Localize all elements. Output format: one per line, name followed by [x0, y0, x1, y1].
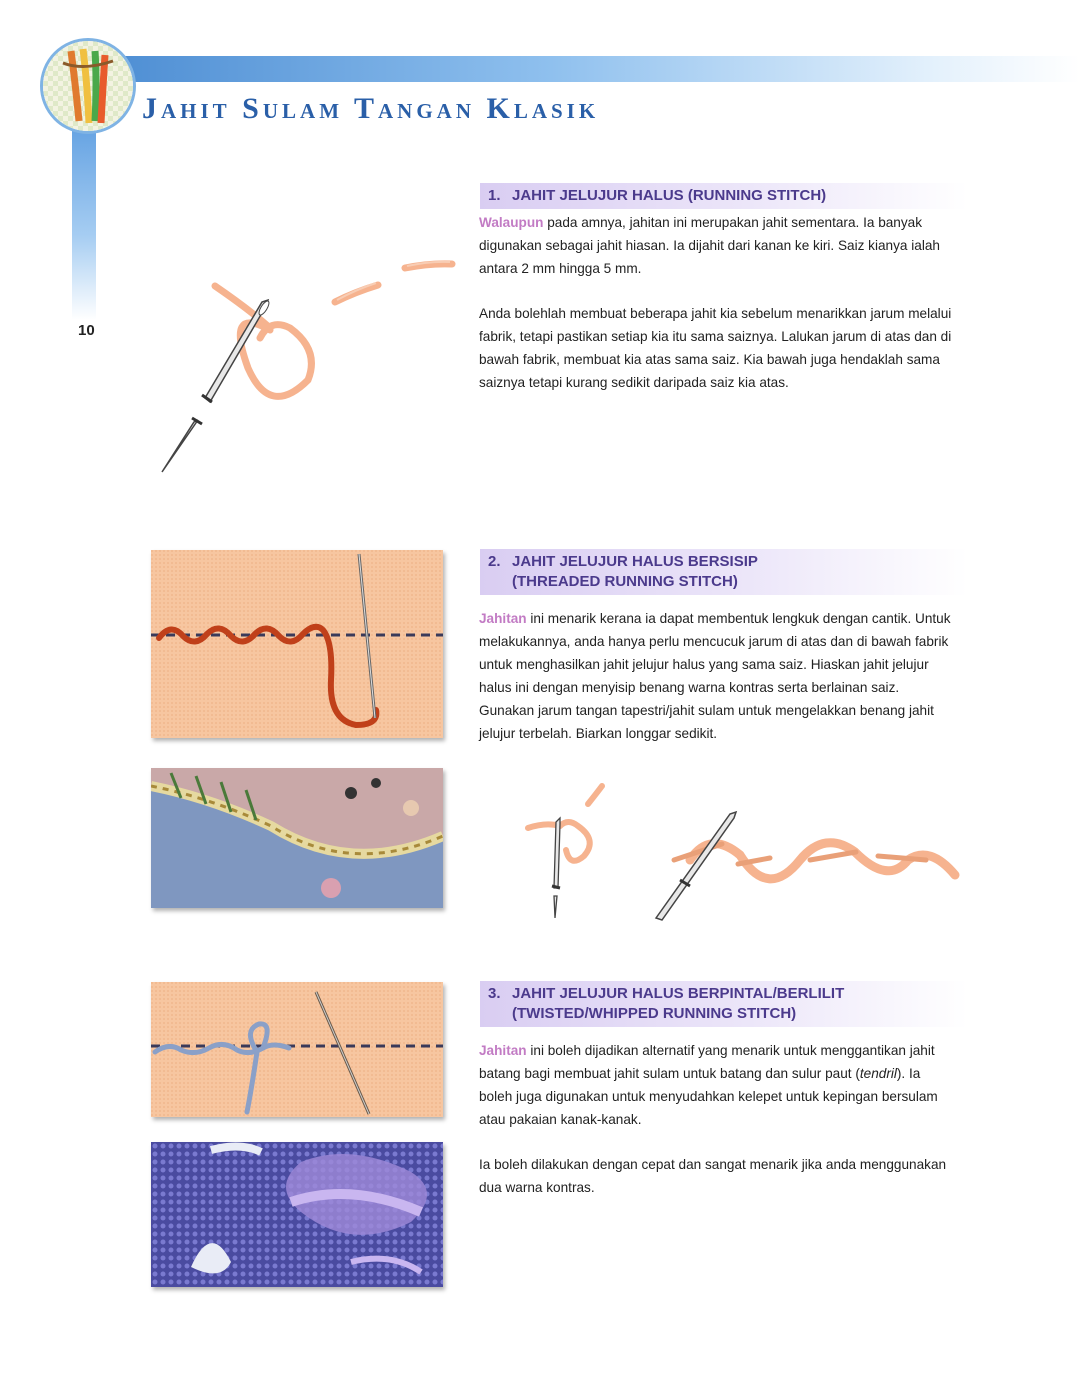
section-3-title: JAHIT JELUJUR HALUS BERPINTAL/BERLILIT	[512, 985, 845, 1002]
section-2-heading	[480, 549, 968, 595]
page-title: Jahit Sulam Tangan Klasik	[142, 92, 600, 125]
section-1-title: JAHIT JELUJUR HALUS (RUNNING STITCH)	[512, 187, 827, 204]
whipped-stitch-sample-photo	[151, 1142, 443, 1287]
section-1-paragraph-1	[479, 211, 957, 280]
page-number: 10	[78, 322, 95, 339]
section-2-paragraph	[479, 607, 957, 745]
section-1-text: pada amnya, jahitan ini merupakan jahit sementara. Ia banyak digunakan sebagai jahit hiasan. Ia dijahit dari kanan ke kiri. Saiz kianya ialah antara 2 mm hingga 5 mm.	[479, 215, 940, 276]
running-stitch-illustration	[150, 250, 470, 480]
section-3-lead-word: Jahitan	[479, 1043, 527, 1058]
section-1-heading	[480, 183, 968, 209]
section-2-subtitle: (THREADED RUNNING STITCH)	[512, 573, 738, 590]
section-3-paragraph-2: Ia boleh dilakukan dengan cepat dan sangat menarik jika anda menggunakan dua warna kontras.	[479, 1157, 947, 1195]
header-bar	[118, 56, 1080, 82]
threaded-stitch-small-illustration	[518, 778, 618, 923]
section-3-italic-term: tendril	[859, 1066, 897, 1081]
section-3-text-b: ). Ia boleh juga digunakan untuk menyudahkan kelepet untuk kepingan bersulam atau pakaian kanak-kanak.	[479, 1066, 938, 1127]
section-3-number: 3.	[488, 985, 501, 1002]
whipped-stitch-photo	[151, 982, 443, 1117]
threaded-stitch-large-illustration	[650, 800, 970, 925]
section-3-paragraph-1	[479, 1039, 957, 1131]
threaded-stitch-sample-photo	[151, 768, 443, 908]
side-bar	[72, 110, 96, 320]
section-1-lead-word: Walaupun	[479, 215, 544, 230]
section-3-text-a: ini boleh dijadikan alternatif yang menarik untuk menggantikan jahit batang bagi membuat jahit sulam untuk batang dan sulur paut (	[479, 1043, 935, 1081]
section-2-title: JAHIT JELUJUR HALUS BERSISIP	[512, 553, 758, 570]
threaded-stitch-photo	[151, 550, 443, 738]
section-2-text: ini menarik kerana ia dapat membentuk lengkuk dengan cantik. Untuk melakukannya, anda hanya perlu mencucuk jarum di atas dan di bawah fabrik untuk menghasilkan jahit jelujur halus yang sama saiz. Hiaskan jahit jelujur halus ini dengan menyisip benang warna kontras serta berlainan saiz. Gunakan jarum tangan tapestri/jahit sulam untuk mengelakkan benang jahit jelujur terbelah. Biarkan longgar sedikit.	[479, 611, 951, 741]
thread-logo-icon	[40, 38, 136, 134]
section-3-heading	[480, 981, 968, 1027]
section-1-paragraph-2: Anda bolehlah membuat beberapa jahit kia sebelum menarikkan jarum melalui fabrik, tetapi pastikan setiap kia itu sama saiznya. Lalukan jarum di atas dan di bawah fabrik, membuat kia atas sama saiz. Kia bawah juga hendaklah sama saiznya tetapi kurang sedikit daripada saiz kia atas.	[479, 306, 952, 390]
section-2-number: 2.	[488, 553, 501, 570]
section-1-number: 1.	[488, 187, 501, 204]
section-3-subtitle: (TWISTED/WHIPPED RUNNING STITCH)	[512, 1005, 797, 1022]
section-2-lead-word: Jahitan	[479, 611, 527, 626]
